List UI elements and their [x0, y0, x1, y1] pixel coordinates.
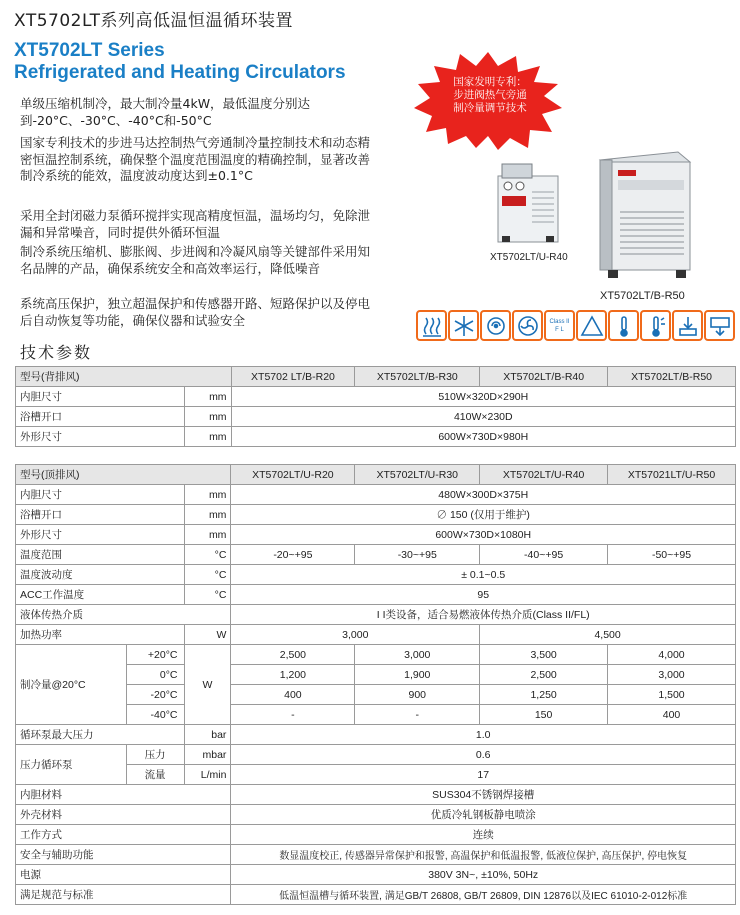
table-row — [16, 805, 736, 825]
row-unit: mbar — [184, 745, 231, 765]
table-row — [16, 427, 736, 447]
cool-temp: -40°C — [126, 705, 184, 725]
row-value: 3,500 — [480, 645, 608, 665]
feature-icon-row — [416, 310, 735, 341]
table-row — [16, 725, 736, 745]
row-value: 510W×320D×290H — [231, 387, 735, 407]
row-value: - — [355, 705, 480, 725]
model-label: 型号(背排风) — [16, 367, 232, 387]
row-unit: W — [184, 625, 231, 645]
model-cell: XT5702LT/B-R30 — [355, 367, 480, 387]
patent-line-2: 步进阀热气旁通 — [453, 89, 527, 101]
row-label: 内胆尺寸 — [16, 387, 185, 407]
intro-paragraph-4: 制冷系统压缩机、膨胀阀、步进阀和冷凝风扇等关键部件采用知名品牌的产品，确保系统安全和高效率运行，降低噪音 — [20, 244, 371, 276]
table-row — [16, 785, 736, 805]
row-value: 4,500 — [480, 625, 736, 645]
row-value: 400 — [608, 705, 736, 725]
row-unit: °C — [184, 565, 231, 585]
row-unit: mm — [184, 427, 231, 447]
row-unit: °C — [184, 545, 231, 565]
row-label: 安全与辅助功能 — [16, 845, 231, 865]
row-value: 95 — [231, 585, 736, 605]
model-cell: XT5702LT/U-R20 — [231, 465, 355, 485]
row-label: 电源 — [16, 865, 231, 885]
model-cell: XT5702LT/U-R30 — [355, 465, 480, 485]
row-value: 600W×730D×980H — [231, 427, 735, 447]
table-row — [16, 645, 736, 665]
table-row — [16, 865, 736, 885]
row-value: -40~+95 — [480, 545, 608, 565]
patent-line-1: 国家发明专利： — [453, 76, 527, 88]
row-unit: mm — [184, 505, 231, 525]
model-cell: XT5702LT/U-R40 — [480, 465, 608, 485]
row-label: 浴槽开口 — [16, 505, 185, 525]
row-value: 3,000 — [608, 665, 736, 685]
row-value: 4,000 — [608, 645, 736, 665]
row-value: ± 0.1~0.5 — [231, 565, 736, 585]
spec-table-top-exhaust — [15, 464, 736, 905]
row-value: 连续 — [231, 825, 736, 845]
model-cell: XT57021LT/U-R50 — [608, 465, 736, 485]
cool-temp: +20°C — [126, 645, 184, 665]
row-value: 400 — [231, 685, 355, 705]
row-unit: mm — [184, 387, 231, 407]
title-cn: XT5702LT系列高低温恒温循环装置 — [14, 11, 294, 31]
cool-temp: 0°C — [126, 665, 184, 685]
row-value: 600W×730D×1080H — [231, 525, 736, 545]
patent-badge-text — [440, 76, 540, 115]
table-row — [16, 545, 736, 565]
row-value: -50~+95 — [608, 545, 736, 565]
row-label: 外形尺寸 — [16, 525, 185, 545]
intro-paragraph-2: 国家专利技术的步进马达控制热气旁通制冷量控制技术和动态精密恒温控制系统，确保整个温度范围温度的精确控制，显著改善制冷系统的能效，温度波动度达到±0.1°C — [20, 135, 371, 183]
table-row — [16, 525, 736, 545]
row-value: 1,500 — [608, 685, 736, 705]
intro-paragraph-5: 系统高压保护，独立超温保护和传感器开路、短路保护以及停电后自动恢复等功能，确保仪器和试验安全 — [20, 296, 371, 328]
row-value: 17 — [231, 765, 736, 785]
caption-small-unit: XT5702LT/U-R40 — [490, 252, 568, 263]
row-value: 优质冷轧钢板静电喷涂 — [231, 805, 736, 825]
pump-icon — [480, 310, 511, 341]
row-label: 温度范围 — [16, 545, 185, 565]
row-value: 410W×230D — [231, 407, 735, 427]
row-value: 380V 3N~, ±10%, 50Hz — [231, 865, 736, 885]
row-value: 2,500 — [231, 645, 355, 665]
row-label: 浴槽开口 — [16, 407, 185, 427]
row-value: 900 — [355, 685, 480, 705]
row-value: -20~+95 — [231, 545, 355, 565]
row-value: SUS304不锈钢焊接槽 — [231, 785, 736, 805]
row-label: 液体传热介质 — [16, 605, 231, 625]
table-row — [16, 745, 736, 765]
row-label: ACC工作温度 — [16, 585, 185, 605]
row-unit: L/min — [184, 765, 231, 785]
row-unit: W — [184, 645, 231, 725]
row-value: 1,250 — [480, 685, 608, 705]
model-cell: XT5702LT/B-R50 — [608, 367, 736, 387]
class-fl-label: F L — [555, 326, 564, 333]
spec-table-back-exhaust — [15, 366, 736, 447]
table-row — [16, 825, 736, 845]
snowflake-icon — [448, 310, 479, 341]
row-label: 外壳材料 — [16, 805, 231, 825]
row-label: 制冷量@20°C — [16, 645, 127, 725]
row-label: 工作方式 — [16, 825, 231, 845]
table-row — [16, 465, 736, 485]
row-label: 压力循环泵 — [16, 745, 127, 785]
row-label: 循环泵最大压力 — [16, 725, 185, 745]
spec-heading: 技术参数 — [20, 343, 93, 362]
title-en-subtitle: Refrigerated and Heating Circulators — [14, 62, 346, 83]
table-row — [16, 367, 736, 387]
row-value: 低温恒温槽与循环装置, 满足GB/T 26808, GB/T 26809, DIN 12876以及IEC 61010-2-012标准 — [231, 885, 736, 905]
row-value: 2,500 — [480, 665, 608, 685]
table-row — [16, 505, 736, 525]
row-value: 1,200 — [231, 665, 355, 685]
cool-temp: -20°C — [126, 685, 184, 705]
row-value: 150 — [480, 705, 608, 725]
row-label: 内胆尺寸 — [16, 485, 185, 505]
row-value: 1,900 — [355, 665, 480, 685]
row-unit: bar — [184, 725, 231, 745]
product-image-small-unit — [496, 162, 562, 246]
row-value: 1.0 — [231, 725, 736, 745]
row-label: 满足规范与标准 — [16, 885, 231, 905]
row-unit: mm — [184, 525, 231, 545]
title-en-series: XT5702LT Series — [14, 40, 165, 61]
sub-label: 流量 — [126, 765, 184, 785]
sub-label: 压力 — [126, 745, 184, 765]
caption-big-unit: XT5702LT/B-R50 — [600, 290, 685, 302]
row-value: 3,000 — [231, 625, 480, 645]
table-row — [16, 565, 736, 585]
product-image-big-unit — [594, 150, 692, 280]
row-label: 内胆材料 — [16, 785, 231, 805]
row-value: - — [231, 705, 355, 725]
power-recovery-icon — [704, 310, 735, 341]
model-label: 型号(顶排风) — [16, 465, 231, 485]
table-row — [16, 485, 736, 505]
row-value: I I类设备，适合易燃液体传热介质(Class II/FL) — [231, 605, 736, 625]
row-label: 加热功率 — [16, 625, 185, 645]
row-value: 0.6 — [231, 745, 736, 765]
row-value: 数显温度校正, 传感器异常保护和报警, 高温保护和低温报警, 低液位保护, 高压保护, 停电恢复 — [231, 845, 736, 865]
table-row — [16, 407, 736, 427]
table-row — [16, 625, 736, 645]
row-value: -30~+95 — [355, 545, 480, 565]
intro-paragraph-1: 单级压缩机制冷，最大制冷量4kW，最低温度分别达到-20°C、-30°C、-40°C和-50°C — [20, 96, 311, 128]
row-label: 外形尺寸 — [16, 427, 185, 447]
table-row — [16, 605, 736, 625]
intro-paragraph-3: 采用全封闭磁力泵循环搅拌实现高精度恒温，温场均匀，免除泄漏和异常噪音，同时提供外循环恒温 — [20, 208, 371, 240]
model-cell: XT5702 LT/B-R20 — [231, 367, 355, 387]
row-value: 3,000 — [355, 645, 480, 665]
row-value: ∅ 150 (仅用于维护) — [231, 505, 736, 525]
class-ii-fl-icon — [544, 310, 575, 341]
model-cell: XT5702LT/B-R40 — [480, 367, 608, 387]
thermometer-icon — [608, 310, 639, 341]
table-row — [16, 845, 736, 865]
row-label: 温度波动度 — [16, 565, 185, 585]
table-row — [16, 585, 736, 605]
row-unit: mm — [184, 485, 231, 505]
heat-wave-icon — [416, 310, 447, 341]
table-row — [16, 387, 736, 407]
row-value: 480W×300D×375H — [231, 485, 736, 505]
row-unit: mm — [184, 407, 231, 427]
patent-line-3: 制冷量调节技术 — [453, 102, 527, 114]
row-unit: °C — [184, 585, 231, 605]
table-row — [16, 885, 736, 905]
warning-triangle-icon — [576, 310, 607, 341]
fan-icon — [512, 310, 543, 341]
thermometer-alarm-icon — [640, 310, 671, 341]
class-ii-label: Class II — [549, 318, 570, 325]
sensor-icon — [672, 310, 703, 341]
